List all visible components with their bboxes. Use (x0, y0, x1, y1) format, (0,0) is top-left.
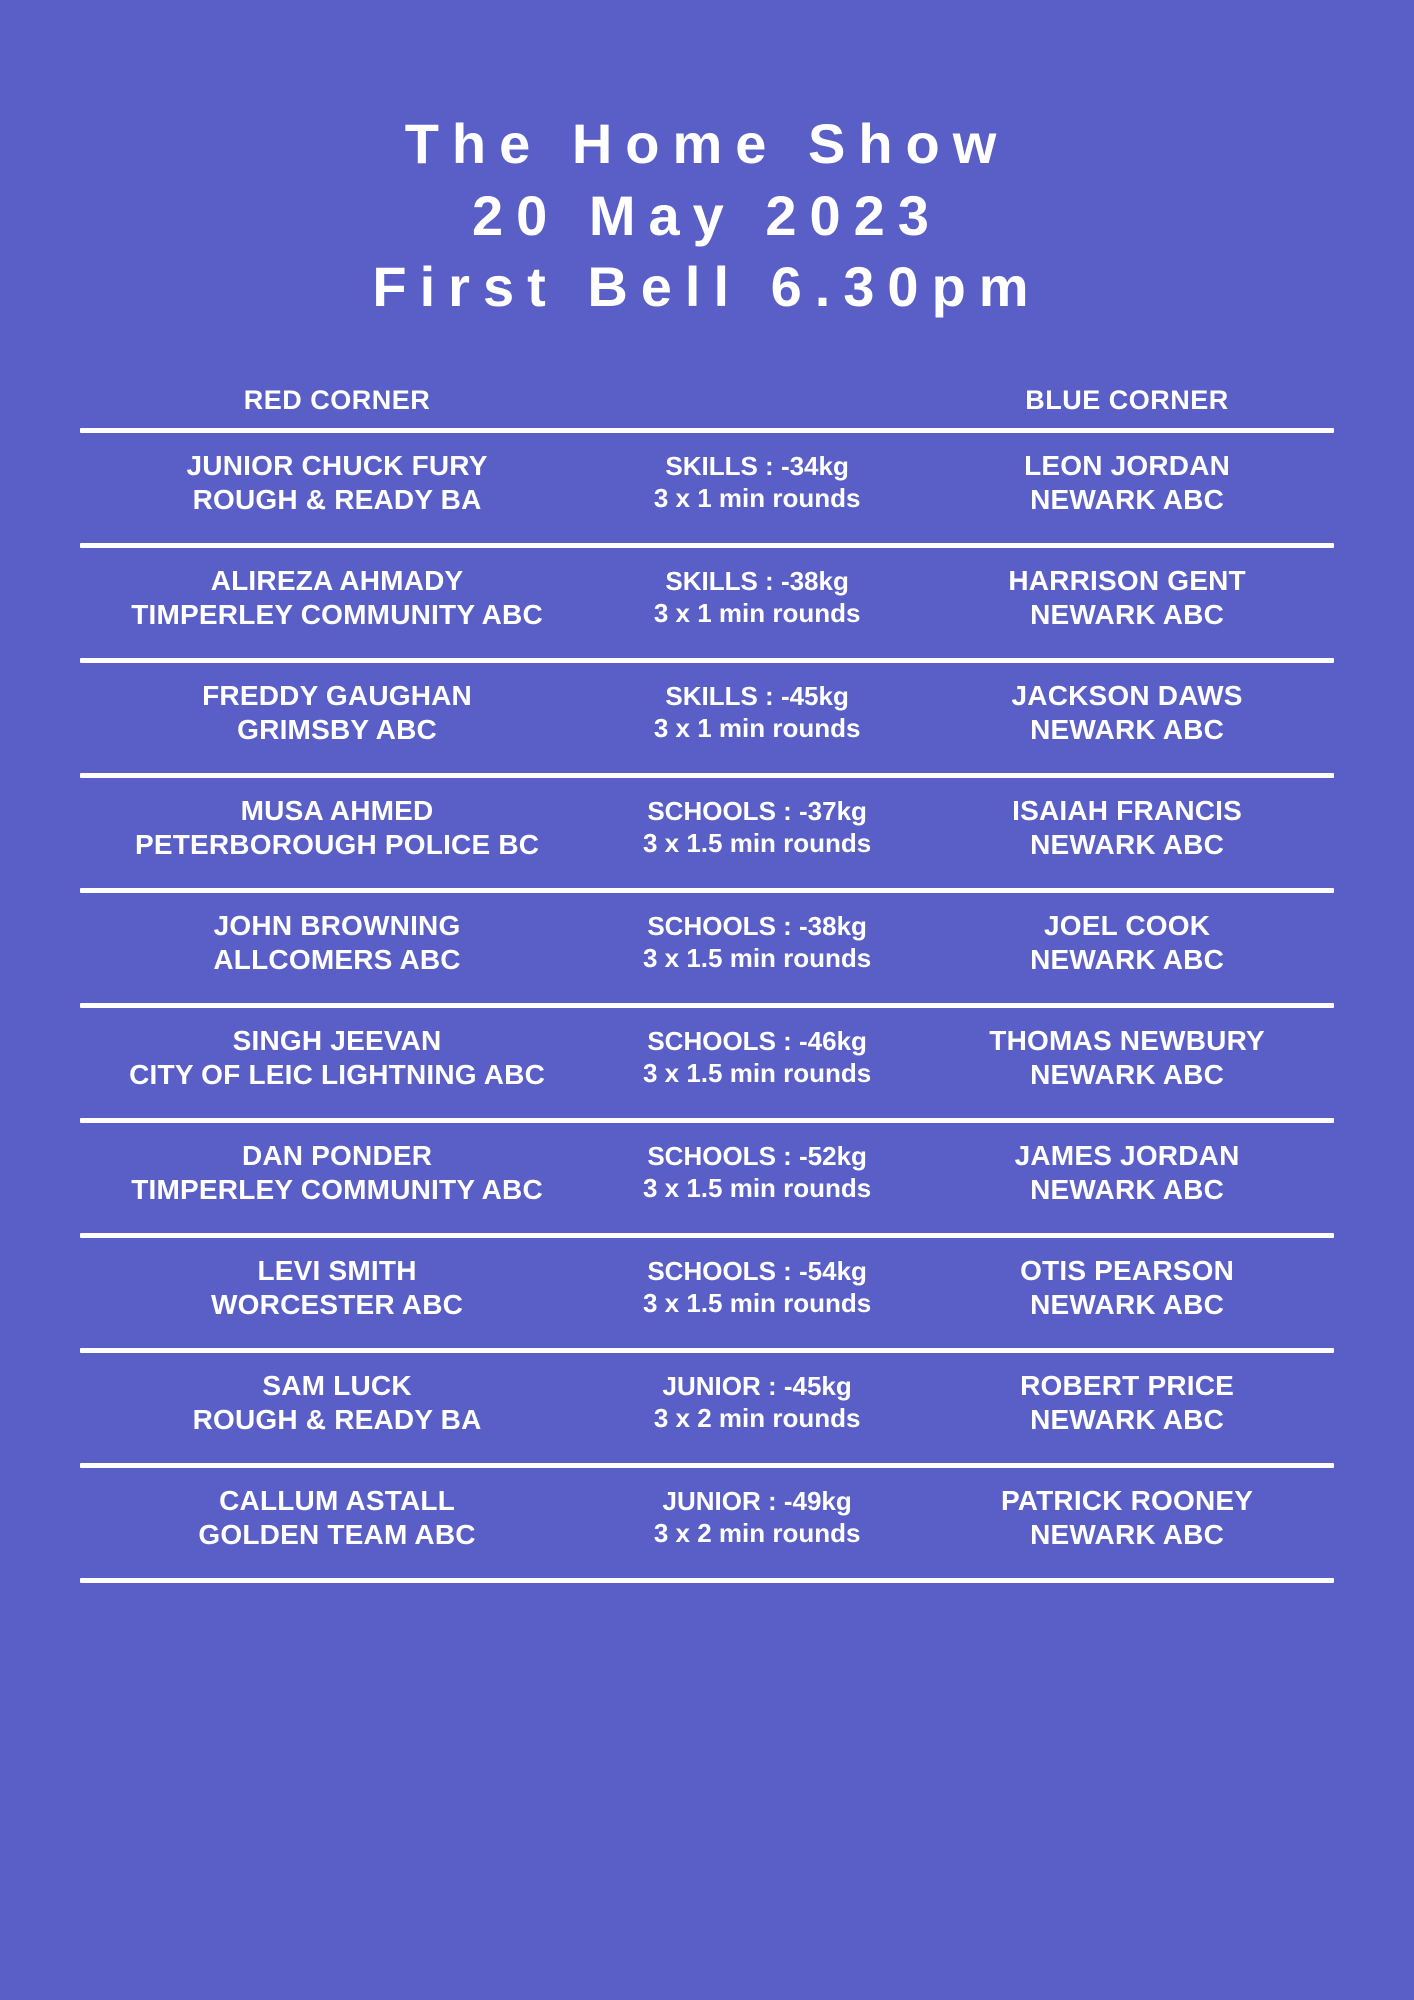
red-boxer-club: WORCESTER ABC (211, 1289, 464, 1321)
red-boxer-name: DAN PONDER (241, 1139, 433, 1171)
blue-boxer (920, 449, 1334, 517)
red-boxer-club: ALLCOMERS ABC (213, 944, 461, 976)
red-boxer (80, 1254, 594, 1322)
event-date: 20 May 2023 (472, 183, 942, 247)
bout-rounds: 3 x 1 min rounds (653, 598, 861, 629)
red-boxer-club: TIMPERLEY COMMUNITY ABC (131, 1174, 543, 1206)
bout-details (594, 1141, 920, 1204)
bout-rounds: 3 x 1.5 min rounds (642, 828, 872, 859)
bout-category: JUNIOR : -49kg (662, 1486, 852, 1517)
bout-row (72, 893, 1342, 991)
bout-details (594, 681, 920, 744)
blue-boxer-club: NEWARK ABC (1030, 829, 1224, 861)
blue-boxer (920, 1484, 1334, 1552)
bout-row (72, 1468, 1342, 1566)
bout-rounds: 3 x 1.5 min rounds (642, 943, 872, 974)
bout-category: JUNIOR : -45kg (662, 1371, 852, 1402)
blue-boxer-name: PATRICK ROONEY (1000, 1484, 1254, 1516)
blue-boxer-club: NEWARK ABC (1030, 1404, 1224, 1436)
red-boxer-name: FREDDY GAUGHAN (202, 679, 472, 711)
red-boxer-name: SINGH JEEVAN (232, 1024, 442, 1056)
red-boxer-club: ROUGH & READY BA (192, 1404, 482, 1436)
bout-rounds: 3 x 2 min rounds (653, 1518, 861, 1549)
bout-category: SCHOOLS : -38kg (647, 911, 867, 942)
red-boxer-name: MUSA AHMED (240, 794, 434, 826)
bout-row (72, 1238, 1342, 1336)
bout-details (594, 796, 920, 859)
bout-row (72, 1008, 1342, 1106)
blue-boxer-name: ISAIAH FRANCIS (1012, 794, 1243, 826)
bout-category: SCHOOLS : -54kg (647, 1256, 867, 1287)
bout-category: SCHOOLS : -37kg (647, 796, 867, 827)
red-boxer (80, 1369, 594, 1437)
blue-boxer-name: ROBERT PRICE (1020, 1369, 1235, 1401)
bout-details (594, 1026, 920, 1089)
blue-boxer-club: NEWARK ABC (1030, 1059, 1224, 1091)
bout-row (72, 778, 1342, 876)
blue-boxer-name: THOMAS NEWBURY (989, 1024, 1265, 1056)
divider (80, 1578, 1334, 1583)
bout-rounds: 3 x 1 min rounds (653, 713, 861, 744)
red-boxer-club: PETERBOROUGH POLICE BC (134, 829, 540, 861)
bout-row (72, 1123, 1342, 1221)
blue-boxer-club: NEWARK ABC (1030, 484, 1224, 516)
bout-details (594, 566, 920, 629)
bout-category: SKILLS : -38kg (665, 566, 849, 597)
bout-details (594, 911, 920, 974)
blue-boxer (920, 909, 1334, 977)
bout-rounds: 3 x 1.5 min rounds (642, 1288, 872, 1319)
blue-boxer (920, 1024, 1334, 1092)
blue-boxer (920, 1139, 1334, 1207)
bout-rounds: 3 x 1.5 min rounds (642, 1173, 872, 1204)
bout-rounds: 3 x 2 min rounds (653, 1403, 861, 1434)
red-boxer-name: SAM LUCK (262, 1369, 412, 1401)
bout-category: SKILLS : -34kg (665, 451, 849, 482)
red-boxer-name: ALIREZA AHMADY (210, 564, 464, 596)
blue-boxer (920, 679, 1334, 747)
bout-details (594, 1486, 920, 1549)
event-first-bell-time: First Bell 6.30pm (372, 255, 1042, 319)
bout-row (72, 1353, 1342, 1451)
bout-rounds: 3 x 1.5 min rounds (642, 1058, 872, 1089)
blue-boxer-club: NEWARK ABC (1030, 599, 1224, 631)
bout-row (72, 433, 1342, 531)
red-boxer-club: CITY OF LEIC LIGHTNING ABC (129, 1059, 545, 1091)
blue-boxer-club: NEWARK ABC (1030, 714, 1224, 746)
bout-rounds: 3 x 1 min rounds (653, 483, 861, 514)
blue-boxer-name: JACKSON DAWS (1011, 679, 1243, 711)
bout-details (594, 1256, 920, 1319)
red-boxer (80, 449, 594, 517)
blue-boxer-club: NEWARK ABC (1030, 944, 1224, 976)
blue-boxer (920, 1254, 1334, 1322)
red-boxer-name: CALLUM ASTALL (219, 1484, 455, 1516)
blue-boxer-club: NEWARK ABC (1030, 1289, 1224, 1321)
red-boxer (80, 1484, 594, 1552)
red-boxer-name: JOHN BROWNING (213, 909, 461, 941)
blue-boxer (920, 794, 1334, 862)
red-boxer-club: GOLDEN TEAM ABC (198, 1519, 476, 1551)
red-boxer (80, 1024, 594, 1092)
bout-details (594, 1371, 920, 1434)
red-boxer-club: ROUGH & READY BA (192, 484, 482, 516)
red-boxer (80, 909, 594, 977)
red-boxer-club: GRIMSBY ABC (237, 714, 437, 746)
corner-header-row (72, 385, 1342, 416)
red-boxer (80, 564, 594, 632)
bout-category: SKILLS : -45kg (665, 681, 849, 712)
bout-details (594, 451, 920, 514)
red-boxer-club: TIMPERLEY COMMUNITY ABC (131, 599, 543, 631)
bout-row (72, 548, 1342, 646)
bout-category: SCHOOLS : -46kg (647, 1026, 867, 1057)
red-corner-header: RED CORNER (243, 385, 431, 416)
bout-row (72, 663, 1342, 761)
blue-boxer-name: JAMES JORDAN (1014, 1139, 1240, 1171)
red-boxer-name: JUNIOR CHUCK FURY (186, 449, 488, 481)
red-boxer (80, 794, 594, 862)
blue-boxer-name: LEON JORDAN (1024, 449, 1231, 481)
blue-boxer-name: OTIS PEARSON (1020, 1254, 1235, 1286)
blue-boxer-club: NEWARK ABC (1030, 1519, 1224, 1551)
red-boxer (80, 1139, 594, 1207)
blue-boxer (920, 1369, 1334, 1437)
blue-corner-header: BLUE CORNER (1025, 385, 1229, 416)
blue-boxer-name: JOEL COOK (1043, 909, 1211, 941)
blue-boxer-club: NEWARK ABC (1030, 1174, 1224, 1206)
blue-boxer-name: HARRISON GENT (1008, 564, 1246, 596)
blue-boxer (920, 564, 1334, 632)
event-title: The Home Show (404, 112, 1010, 175)
poster-title-block (72, 0, 1342, 323)
bout-category: SCHOOLS : -52kg (647, 1141, 867, 1172)
red-boxer (80, 679, 594, 747)
red-boxer-name: LEVI SMITH (257, 1254, 417, 1286)
